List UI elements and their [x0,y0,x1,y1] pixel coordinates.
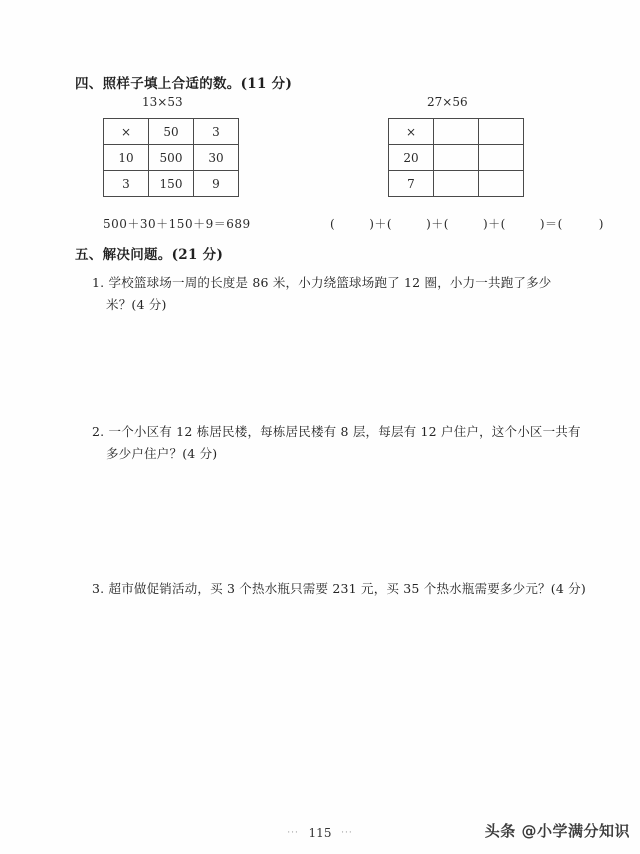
grid-cell: 20 [389,145,434,171]
grid-cell: 50 [149,119,194,145]
table-row [389,171,524,197]
problem-text-line: 多少户住户？(4 分) [106,446,218,461]
table-row [104,119,239,145]
grid-cell: × [389,119,434,145]
grid-cell: 3 [194,119,239,145]
plus-sign: ＋ [374,217,387,231]
grid-cell: 7 [389,171,434,197]
grid-cell: 9 [194,171,239,197]
paren-open: ( [500,217,506,231]
grid-cell-blank[interactable] [434,119,479,145]
section-five-heading: 五、解决问题。(21 分) [75,247,224,263]
table-row [104,145,239,171]
paren-close: ) [369,217,375,231]
equals-sign: ＝ [545,217,558,231]
grid-cell: 150 [149,171,194,197]
paren-close: ) [426,217,432,231]
problem-text-line: 1. 学校篮球场一周的长度是 86 米，小力绕篮球场跑了 12 圈，小力一共跑了多少 [92,275,552,290]
page-number: 115 [308,826,332,840]
right-multiplication-grid [388,118,524,197]
left-table-expression-label: 13×53 [142,95,183,109]
paren-close: ) [598,217,604,231]
word-problem-1 [92,272,552,316]
table-row [389,119,524,145]
grid-cell-blank[interactable] [434,171,479,197]
problem-text-line: 2. 一个小区有 12 栋居民楼，每栋居民楼有 8 层，每层有 12 户住户，这个小区一共有 [92,424,581,439]
grid-cell: 10 [104,145,149,171]
watermark-attribution: 头条 @小学满分知识 [484,822,630,840]
grid-cell-blank[interactable] [479,145,524,171]
plus-sign: ＋ [488,217,501,231]
word-problem-2 [92,421,581,465]
problem-text-line: 米？(4 分) [106,297,167,312]
grid-cell: × [104,119,149,145]
section-four-heading: 四、照样子填上合适的数。(11 分) [75,76,293,92]
right-sum-equation [330,215,604,232]
paren-close: ) [539,217,546,231]
grid-cell-blank[interactable] [434,145,479,171]
paren-open: ( [557,217,563,231]
grid-cell-blank[interactable] [479,171,524,197]
grid-cell-blank[interactable] [479,119,524,145]
problem-text-line: 3. 超市做促销活动，买 3 个热水瓶只需要 231 元，买 35 个热水瓶需要多少元？(4 分) [92,581,586,596]
left-sum-equation: 500＋30＋150＋9＝689 [103,217,251,231]
footer-dots-right: ··· [341,828,353,838]
right-table-expression-label: 27×56 [427,95,468,109]
paren-open: ( [443,217,449,231]
grid-cell: 500 [149,145,194,171]
paren-open: ( [330,217,336,231]
grid-cell: 30 [194,145,239,171]
plus-sign: ＋ [431,217,444,231]
table-row [104,171,239,197]
footer-dots-left: ··· [287,828,299,838]
table-row [389,145,524,171]
grid-cell: 3 [104,171,149,197]
left-multiplication-grid [103,118,239,197]
word-problem-3 [92,578,586,600]
paren-close: ) [482,217,489,231]
paren-open: ( [386,217,393,231]
